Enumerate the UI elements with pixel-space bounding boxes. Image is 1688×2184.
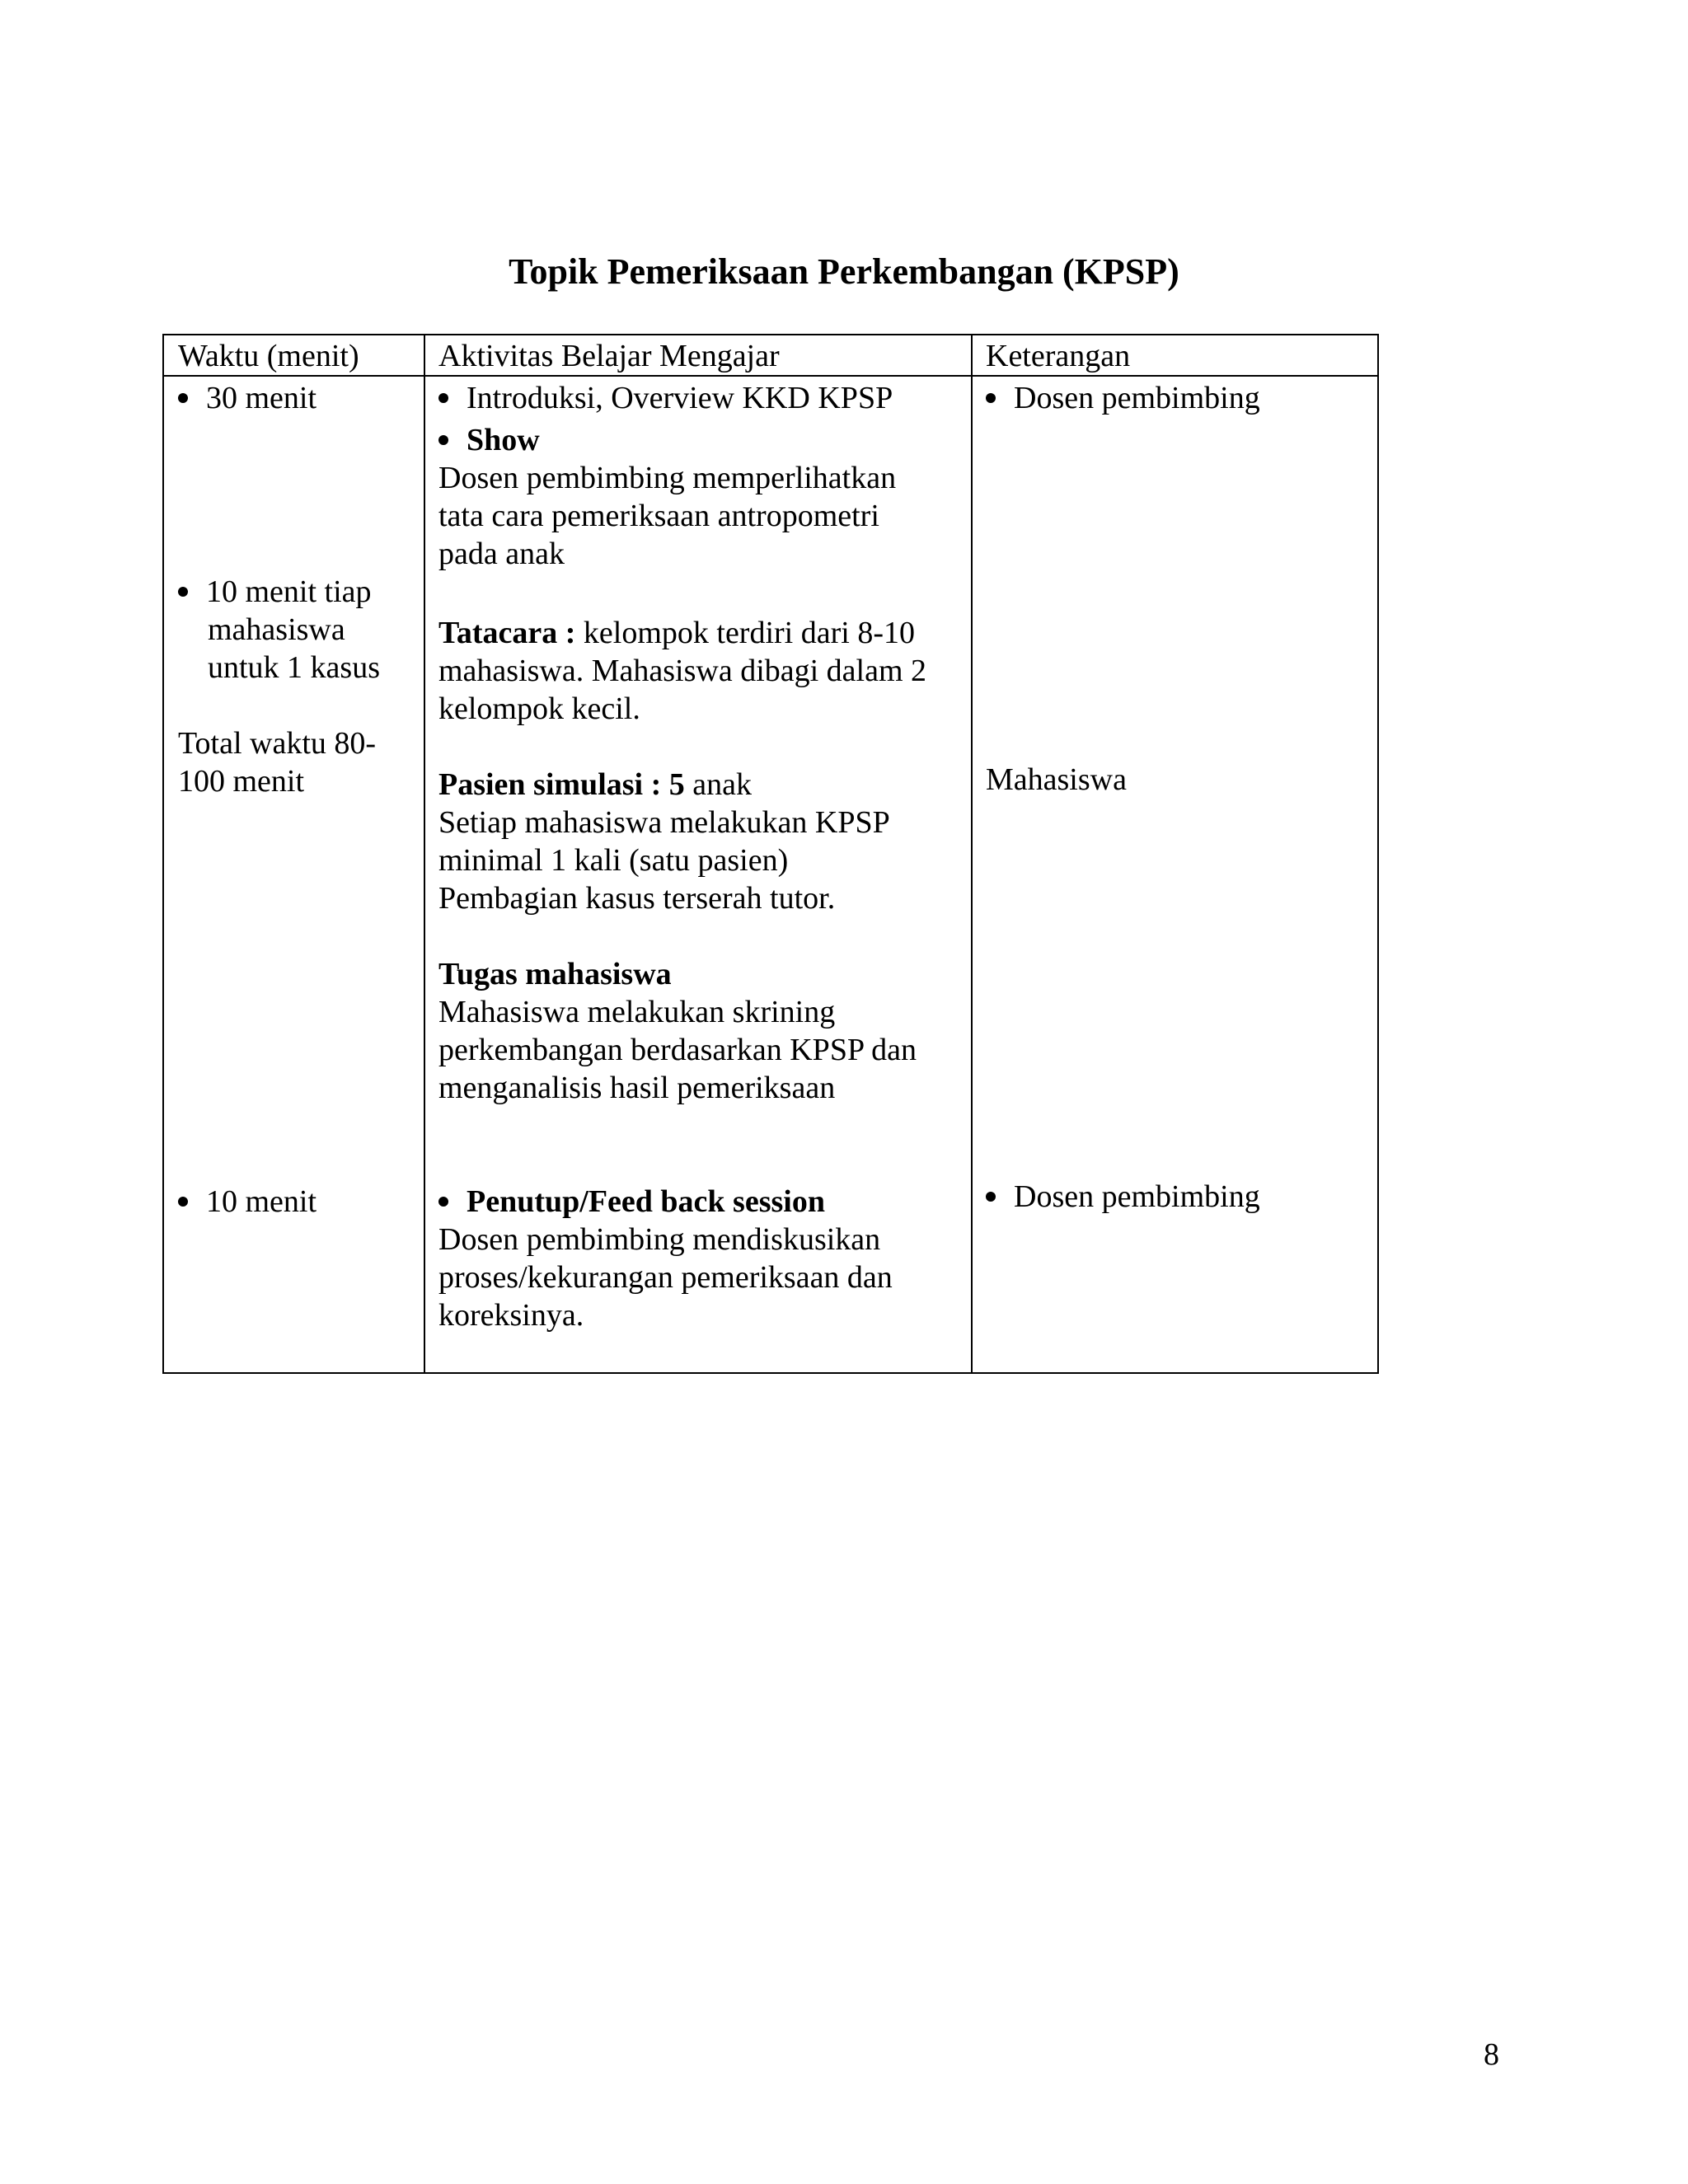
header-aktivitas: Aktivitas Belajar Mengajar [438,339,780,373]
bullet-icon [178,1197,188,1207]
column-divider [971,335,973,1372]
aktivitas-tugas-line: menganalisis hasil pemeriksaan [438,1071,836,1105]
keterangan-item-2: Mahasiswa [986,762,1127,797]
aktivitas-show-line: tata cara pemeriksaan antropometri [438,499,879,533]
bullet-icon [178,587,188,597]
aktivitas-intro: Introduksi, Overview KKD KPSP [438,379,893,417]
header-waktu: Waktu (menit) [178,339,359,373]
bullet-icon [438,1197,448,1207]
aktivitas-show-line: Dosen pembimbing memperlihatkan [438,461,897,495]
aktivitas-show-heading: Show [438,421,540,459]
keterangan-item-1: Dosen pembimbing [986,379,1260,417]
bullet-icon [178,393,188,403]
bullet-icon [438,393,448,403]
header-keterangan: Keterangan [986,339,1131,373]
page-number: 8 [1484,2037,1499,2072]
aktivitas-penutup-line: koreksinya. [438,1298,584,1333]
aktivitas-pasien: Pasien simulasi : 5 anak [438,767,752,802]
aktivitas-penutup-heading: Penutup/Feed back session [438,1183,825,1221]
aktivitas-pasien-line: minimal 1 kali (satu pasien) [438,843,789,878]
page-title: Topik Pemeriksaan Perkembangan (KPSP) [509,251,1179,292]
aktivitas-tatacara-line: mahasiswa. Mahasiswa dibagi dalam 2 [438,654,927,688]
column-divider [424,335,425,1372]
bullet-icon [986,393,996,403]
bullet-icon [986,1192,996,1202]
aktivitas-show-line: pada anak [438,537,565,571]
aktivitas-tatacara: Tatacara : kelompok terdiri dari 8-10 [438,616,915,650]
schedule-table [162,334,1379,1374]
aktivitas-penutup-line: proses/kekurangan pemeriksaan dan [438,1260,893,1295]
waktu-item-2-line: untuk 1 kasus [208,650,380,685]
waktu-item-2-line: mahasiswa [208,612,345,647]
aktivitas-pasien-line: Pembagian kasus terserah tutor. [438,881,836,916]
waktu-item-1: 30 menit [178,379,316,417]
aktivitas-pasien-line: Setiap mahasiswa melakukan KPSP [438,805,890,840]
keterangan-item-3: Dosen pembimbing [986,1178,1260,1216]
aktivitas-tatacara-line: kelompok kecil. [438,691,640,726]
waktu-total-line: Total waktu 80- [178,726,377,761]
waktu-item-3: 10 menit [178,1183,316,1221]
aktivitas-tugas-line: perkembangan berdasarkan KPSP dan [438,1033,917,1067]
bullet-icon [438,435,448,445]
header-divider [164,375,1377,377]
aktivitas-penutup-line: Dosen pembimbing mendiskusikan [438,1222,881,1257]
waktu-total-line: 100 menit [178,764,305,799]
aktivitas-tugas-line: Mahasiswa melakukan skrining [438,995,836,1029]
aktivitas-tugas-heading: Tugas mahasiswa [438,957,672,991]
waktu-item-2: 10 menit tiap [178,573,372,611]
